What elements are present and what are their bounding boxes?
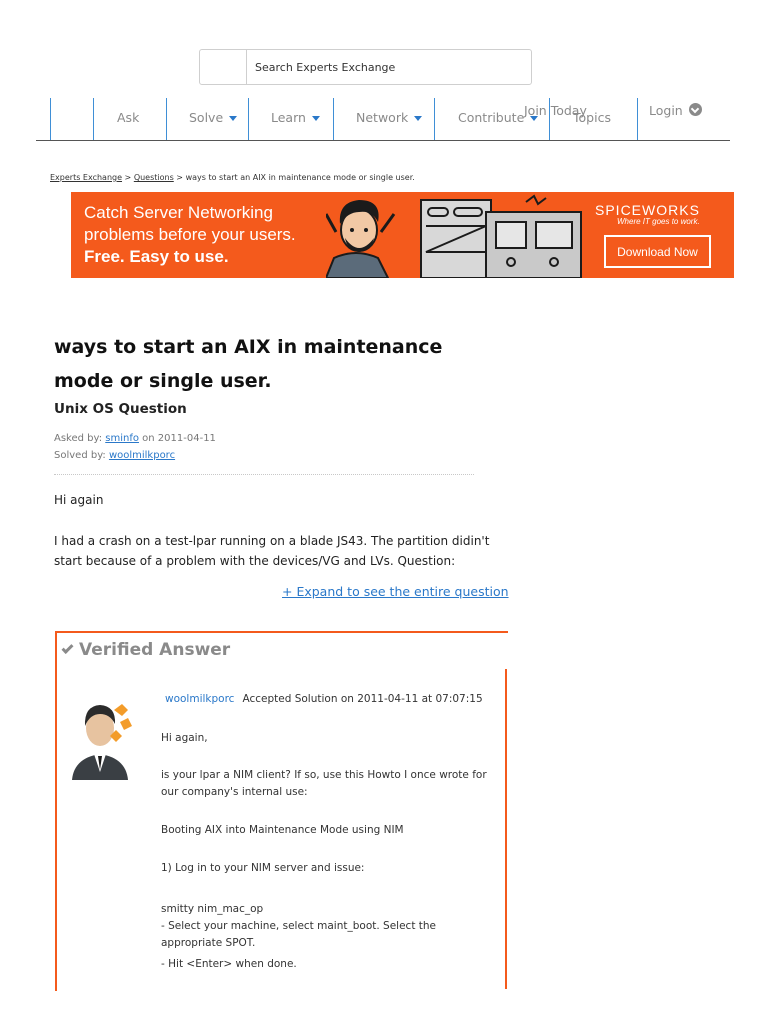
asked-by <box>54 433 216 444</box>
nav-solve[interactable] <box>189 110 237 125</box>
search-button[interactable] <box>200 50 247 84</box>
question-topic: Unix OS Question <box>54 401 187 417</box>
answer-paragraph: Hi again, <box>161 732 208 744</box>
ad-download-button[interactable]: Download Now <box>604 235 711 268</box>
nav-ask[interactable]: Ask <box>117 110 140 125</box>
avatar[interactable] <box>70 700 134 782</box>
search-input[interactable] <box>247 50 531 84</box>
nav-login[interactable] <box>649 103 702 118</box>
ad-brand-logo: SPICEWORKS <box>595 202 700 218</box>
nav-learn-label: Learn <box>271 110 306 125</box>
chevron-down-icon <box>229 116 237 121</box>
asked-by-label: Asked by: <box>54 433 106 444</box>
main-nav <box>36 98 730 141</box>
nav-separator <box>333 98 334 140</box>
chevron-circle-down-icon <box>689 103 702 116</box>
ad-text <box>84 202 296 268</box>
expand-question-link[interactable]: + Expand to see the entire question <box>282 584 509 599</box>
divider <box>54 474 474 475</box>
verified-answer-label: Verified Answer <box>79 640 231 660</box>
nav-contribute-label: Contribute <box>458 110 525 125</box>
question-paragraph: Hi again <box>54 493 104 507</box>
ad-line: problems before your users. <box>84 225 296 244</box>
nav-separator <box>637 98 638 140</box>
nav-topics[interactable]: Topics <box>573 110 611 125</box>
ad-tagline: Where IT goes to work. <box>617 217 700 226</box>
answer-paragraph: smitty nim_mac_op <box>161 903 264 915</box>
nav-separator <box>50 98 51 140</box>
asked-date: 2011-04-11 <box>157 433 216 444</box>
accepted-solution-text: Accepted Solution on 2011-04-11 at 07:07:15 <box>242 693 483 705</box>
breadcrumb-questions[interactable]: Questions <box>133 173 174 182</box>
search-box[interactable] <box>199 49 532 85</box>
nav-network-label: Network <box>356 110 409 125</box>
ad-illustration-icon <box>326 192 591 278</box>
solved-by-label: Solved by: <box>54 450 109 461</box>
answer-paragraph: - Select your machine, select maint_boot. Select the appropriate SPOT. <box>161 920 437 949</box>
verified-answer-heading <box>62 640 230 660</box>
solved-by-user-link[interactable]: woolmilkporc <box>108 450 176 461</box>
nav-join-today[interactable]: Join Today <box>524 103 587 118</box>
page-title: ways to start an AIX in maintenance mode or single user. <box>54 336 443 392</box>
nav-learn[interactable] <box>271 110 320 125</box>
nav-solve-label: Solve <box>189 110 224 125</box>
answer-paragraph: - Hit <Enter> when done. <box>161 958 297 970</box>
check-icon <box>61 642 73 654</box>
question-paragraph: I had a crash on a test-lpar running on a blade JS43. The partition didin't start because of a problem with the devices/VG and LVs. Question: <box>54 534 490 568</box>
nav-separator <box>166 98 167 140</box>
breadcrumb <box>50 173 415 182</box>
ad-banner[interactable] <box>71 192 734 278</box>
nav-network[interactable] <box>356 110 422 125</box>
solved-by <box>54 450 175 461</box>
breadcrumb-home[interactable]: Experts Exchange <box>50 173 123 182</box>
breadcrumb-current: ways to start an AIX in maintenance mode or single user. <box>185 173 415 182</box>
answer-border <box>505 669 507 989</box>
answer-paragraph: is your lpar a NIM client? If so, use this Howto I once wrote for our company's internal use: <box>161 769 487 798</box>
ad-line: Free. Easy to use. <box>84 247 229 266</box>
nav-separator <box>93 98 94 140</box>
answer-paragraph: 1) Log in to your NIM server and issue: <box>161 862 365 874</box>
answer-header <box>165 693 483 705</box>
breadcrumb-separator: > <box>173 173 186 182</box>
nav-separator <box>434 98 435 140</box>
asked-by-user-link[interactable]: sminfo <box>105 433 139 444</box>
nav-login-label: Login <box>649 103 683 118</box>
nav-separator <box>248 98 249 140</box>
chevron-down-icon <box>414 116 422 121</box>
asked-on-label: on <box>138 433 158 444</box>
answer-paragraph: Booting AIX into Maintenance Mode using NIM <box>161 824 404 836</box>
chevron-down-icon <box>312 116 320 121</box>
ad-line: Catch Server Networking <box>84 203 273 222</box>
breadcrumb-separator: > <box>122 173 134 182</box>
answer-user-link[interactable]: woolmilkporc <box>165 693 235 705</box>
